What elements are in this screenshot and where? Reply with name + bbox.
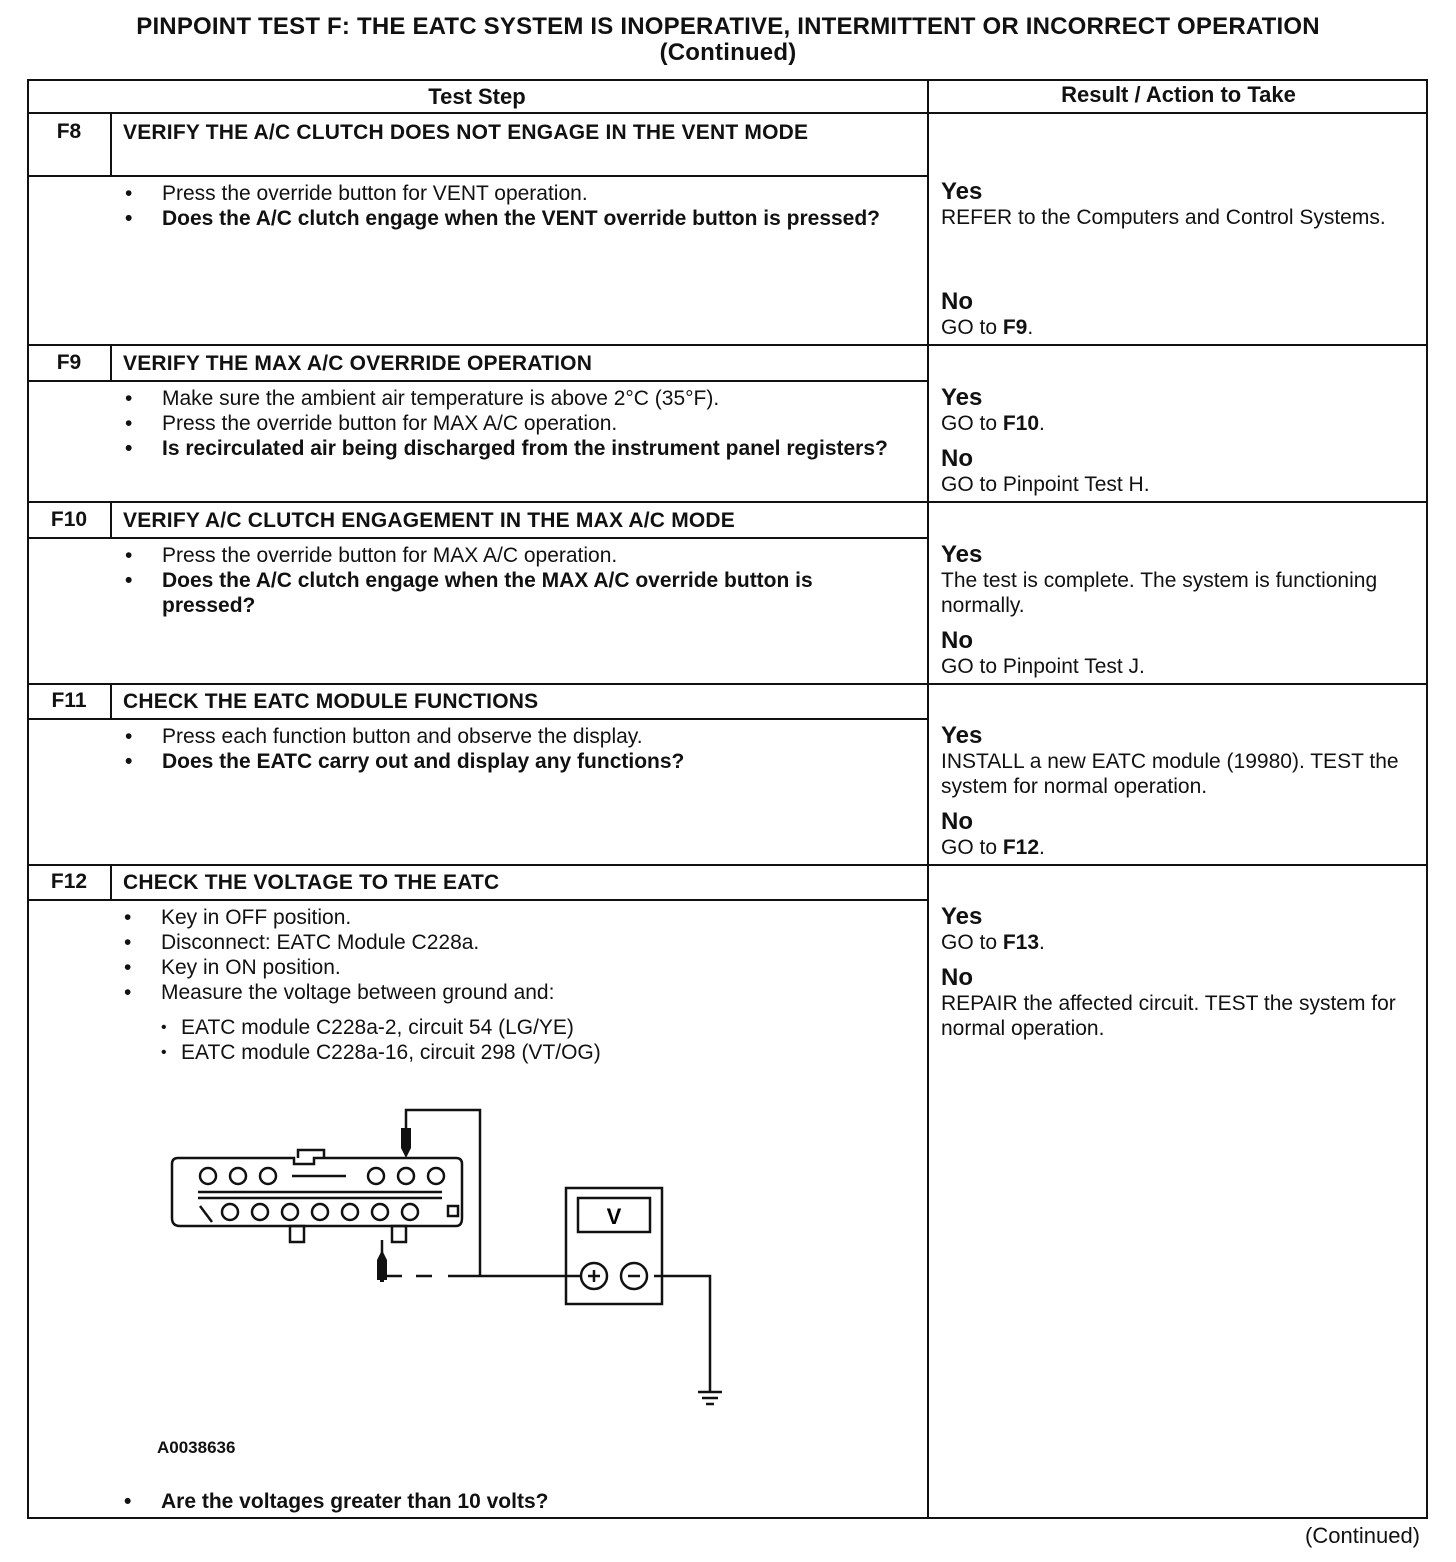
yes-action-text: GO to: [941, 412, 1003, 435]
step-result: [941, 904, 1411, 1041]
no-action: REPAIR the affected circuit. TEST the system for normal operation.: [941, 992, 1396, 1040]
title-divider: [27, 899, 927, 901]
connector-pin: [230, 1168, 246, 1184]
connector-pin: [428, 1168, 444, 1184]
row-divider: [27, 344, 1428, 346]
yes-action: The test is complete. The system is functioning normally.: [941, 569, 1378, 617]
no-action: [941, 315, 1411, 340]
instruction: • Key in ON position.: [124, 955, 904, 980]
header-divider: [27, 112, 1428, 114]
voltmeter-label: V: [606, 1204, 622, 1229]
yes-action: REFER to the Computers and Control Systems.: [941, 206, 1386, 229]
yes-action-text: GO to: [941, 931, 1003, 954]
step-instructions: [125, 386, 905, 461]
step-instructions: [125, 543, 905, 618]
title-divider: [27, 380, 927, 382]
step-id: F11: [51, 689, 87, 712]
sub-item: • EATC module C228a-16, circuit 298 (VT/OG): [161, 1040, 901, 1065]
connector-pin: [368, 1168, 384, 1184]
no-label: No: [941, 964, 973, 991]
step-question: • Does the A/C clutch engage when the MAX A/C override button is pressed?: [125, 568, 905, 618]
sub-instructions: [161, 1015, 901, 1065]
instruction: • Make sure the ambient air temperature is above 2°C (35°F).: [125, 386, 905, 411]
step-result: [941, 385, 1411, 497]
probe-tip-top: [401, 1128, 411, 1158]
no-label: No: [941, 288, 973, 315]
row-divider: [27, 683, 1428, 685]
page-title: PINPOINT TEST F: THE EATC SYSTEM IS INOPERATIVE, INTERMITTENT OR INCORRECT OPERATION: [136, 13, 1320, 40]
step-question: • Is recirculated air being discharged from the instrument panel registers?: [125, 436, 905, 461]
step-title: VERIFY A/C CLUTCH ENGAGEMENT IN THE MAX A/C MODE: [123, 509, 736, 532]
step-id: F12: [50, 870, 88, 893]
step-result: [941, 289, 1411, 340]
step-question: • Are the voltages greater than 10 volts?: [124, 1489, 904, 1514]
step-reference: F10: [1002, 412, 1040, 435]
title-divider: [27, 718, 927, 720]
step-id: F10: [50, 508, 88, 531]
no-action: GO to Pinpoint Test H.: [941, 473, 1150, 496]
yes-action: INSTALL a new EATC module (19980). TEST the system for normal operation.: [941, 750, 1399, 798]
connector-pin: [398, 1168, 414, 1184]
step-result: [941, 179, 1411, 230]
step-instructions: [124, 905, 904, 1005]
instruction: • Disconnect: EATC Module C228a.: [124, 930, 904, 955]
connector-pin: [282, 1204, 298, 1220]
no-action-text: GO to: [941, 316, 1003, 339]
row-divider: [27, 864, 1428, 866]
yes-action-suffix: .: [1039, 931, 1045, 954]
yes-label: Yes: [941, 384, 983, 411]
title-divider: [27, 537, 927, 539]
step-title: CHECK THE VOLTAGE TO THE EATC: [123, 871, 500, 894]
step-instructions: [125, 181, 905, 231]
yes-label: Yes: [941, 722, 983, 749]
yes-label: Yes: [941, 178, 983, 205]
column-divider: [927, 79, 929, 1519]
page-subtitle: (Continued): [659, 39, 797, 66]
instruction: • Press the override button for VENT operation.: [125, 181, 905, 206]
no-label: No: [941, 445, 973, 472]
instruction: • Measure the voltage between ground and:: [124, 980, 904, 1005]
header-test-step: Test Step: [428, 84, 526, 109]
no-action: GO to Pinpoint Test J.: [941, 655, 1145, 678]
sub-item: • EATC module C228a-2, circuit 54 (LG/YE): [161, 1015, 901, 1040]
no-label: No: [941, 627, 973, 654]
id-divider: [110, 501, 112, 537]
step-reference: F9: [1002, 316, 1028, 339]
instruction: • Key in OFF position.: [124, 905, 904, 930]
final-question: [124, 1489, 904, 1514]
yes-action-suffix: .: [1039, 412, 1045, 435]
step-question: • Does the EATC carry out and display any functions?: [125, 749, 905, 774]
no-action-text: GO to: [941, 836, 1003, 859]
no-action-suffix: .: [1027, 316, 1034, 339]
step-question: • Does the A/C clutch engage when the VENT override button is pressed?: [125, 206, 905, 231]
connector-pin: [402, 1204, 418, 1220]
connector-pin: [222, 1204, 238, 1220]
yes-action: [941, 930, 1411, 955]
step-title: VERIFY THE A/C CLUTCH DOES NOT ENGAGE IN THE VENT MODE: [123, 121, 809, 144]
no-label: No: [941, 808, 973, 835]
yes-label: Yes: [941, 541, 983, 568]
instruction: • Press each function button and observe the display.: [125, 724, 905, 749]
step-reference: F12: [1002, 836, 1040, 859]
yes-action: [941, 411, 1411, 436]
id-divider: [110, 344, 112, 380]
connector-pin: [260, 1168, 276, 1184]
connector-pin: [372, 1204, 388, 1220]
continued-footer: (Continued): [1305, 1523, 1420, 1548]
connector-pin: [342, 1204, 358, 1220]
step-result: [941, 542, 1411, 679]
title-divider: [27, 175, 927, 177]
voltmeter-connector-diagram: [170, 1100, 730, 1410]
connector-pin: [312, 1204, 328, 1220]
id-divider: [110, 864, 112, 899]
connector-pin: [200, 1168, 216, 1184]
id-divider: [110, 683, 112, 718]
instruction: • Press the override button for MAX A/C operation.: [125, 411, 905, 436]
step-title: VERIFY THE MAX A/C OVERRIDE OPERATION: [123, 352, 593, 375]
step-instructions: [125, 724, 905, 774]
step-id: F8: [56, 120, 82, 143]
figure-id: A0038636: [157, 1438, 236, 1457]
connector-pin: [252, 1204, 268, 1220]
yes-label: Yes: [941, 903, 983, 930]
step-id: F9: [56, 351, 82, 374]
row-divider: [27, 501, 1428, 503]
no-action: [941, 835, 1411, 860]
header-result: Result / Action to Take: [1061, 82, 1296, 107]
step-reference: F13: [1002, 931, 1040, 954]
id-divider: [110, 112, 112, 175]
step-title: CHECK THE EATC MODULE FUNCTIONS: [123, 690, 539, 713]
step-result: [941, 723, 1411, 860]
no-action-suffix: .: [1039, 836, 1045, 859]
instruction: • Press the override button for MAX A/C operation.: [125, 543, 905, 568]
